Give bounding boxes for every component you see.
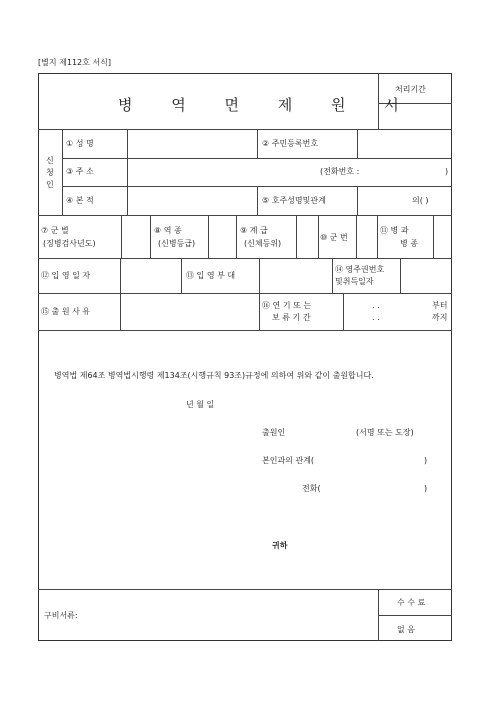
- permanent-residency-label: ⑭ 영주권번호: [335, 265, 385, 274]
- divider: [236, 215, 237, 258]
- rank-field[interactable]: [297, 216, 317, 257]
- enlist-unit-field[interactable]: [260, 259, 331, 292]
- divider: [378, 615, 452, 616]
- phone-label: 전화(: [302, 484, 321, 493]
- specialty-label-2: 병 종: [400, 239, 418, 248]
- resident-number-field[interactable]: [358, 130, 451, 157]
- deferral-from-dots: . .: [372, 301, 380, 310]
- rank-label: ⑨ 계 급: [240, 226, 268, 235]
- applicant-side-label-2: 청: [46, 168, 54, 177]
- service-type-sublabel: (신병등급): [158, 239, 196, 248]
- enlist-date-label: ⑫ 입 영 일 자: [41, 271, 91, 280]
- reason-label: ⑮ 출 원 사 유: [41, 307, 91, 316]
- rank-sublabel: (신체등위): [244, 239, 282, 248]
- deferral-from-marker: 부터: [432, 301, 448, 310]
- relation-close: ): [424, 456, 428, 465]
- signature-hint: (서명 또는 도장): [356, 428, 414, 437]
- household-relation-suffix: 의( ): [412, 196, 429, 205]
- divider: [377, 215, 378, 258]
- deferral-to-dots: . .: [372, 313, 380, 322]
- resident-number-label: ② 주민등록번호: [262, 139, 319, 148]
- service-type-label: ⑧ 역 종: [154, 226, 182, 235]
- divider: [332, 258, 333, 293]
- divider: [62, 129, 63, 215]
- address-label: ③ 주 소: [66, 167, 94, 176]
- origin-field[interactable]: [128, 187, 256, 214]
- specialty-label: ⑪ 병 과: [380, 226, 409, 235]
- legal-statement: 병역법 제64조 병역법시행령 제134조(시행규칙 93조)규정에 의하여 위와 같이 출원합니다.: [54, 371, 374, 380]
- origin-label: ④ 본 적: [66, 196, 94, 205]
- service-type-field[interactable]: [209, 216, 235, 257]
- divider: [259, 293, 260, 330]
- divider: [318, 215, 319, 258]
- applicant-side-label-1: 신: [46, 156, 54, 165]
- fee-value: 없 음: [397, 625, 415, 634]
- name-field[interactable]: [128, 130, 256, 157]
- branch-field[interactable]: [122, 216, 149, 257]
- addressee: 귀하: [272, 541, 288, 550]
- divider: [150, 215, 151, 258]
- phone-hint-close: ): [445, 167, 449, 176]
- divider: [378, 589, 379, 641]
- service-number-label: ⑩ 군 번: [320, 233, 348, 242]
- divider: [181, 258, 182, 293]
- permanent-residency-label-2: 및취득일자: [335, 277, 374, 286]
- divider: [38, 258, 452, 259]
- household-head-label: ⑤ 호주성명및관계: [262, 196, 326, 205]
- enlist-date-field[interactable]: [121, 259, 180, 292]
- branch-sublabel: (징병검사년도): [43, 239, 96, 248]
- specialty-field[interactable]: [434, 216, 451, 257]
- name-label: ① 성 명: [66, 139, 94, 148]
- applicant-side-label-3: 인: [46, 180, 54, 189]
- phone-hint: (전화번호 :: [320, 167, 360, 176]
- permanent-residency-field[interactable]: [401, 259, 451, 292]
- deferral-to-marker: 까지: [432, 313, 448, 322]
- attachments-label: 구비서류:: [44, 611, 78, 620]
- fee-label: 수 수 료: [397, 598, 426, 607]
- divider: [257, 129, 258, 158]
- phone-close: ): [424, 484, 428, 493]
- date-line: 년 월 일: [186, 400, 215, 409]
- service-number-field[interactable]: [357, 216, 376, 257]
- address-field[interactable]: [128, 159, 451, 185]
- branch-label: ⑦ 군 별: [41, 226, 69, 235]
- divider: [343, 293, 344, 330]
- relation-label: 본인과의 관계(: [262, 456, 315, 465]
- divider: [38, 589, 452, 590]
- enlist-unit-label: ⑬ 입 영 부 대: [186, 271, 236, 280]
- deferral-period-label-2: 보 류 기 간: [272, 313, 311, 322]
- divider: [38, 215, 452, 216]
- divider: [257, 186, 258, 215]
- form-number: [별지 제112호 서식]: [38, 58, 111, 67]
- divider: [38, 330, 452, 331]
- reason-field[interactable]: [121, 294, 258, 329]
- applicant-sign-label: 출원인: [262, 428, 286, 437]
- processing-period-label: 처리기간: [395, 85, 426, 94]
- divider: [357, 186, 358, 215]
- form-title: 병 역 면 제 원 서: [118, 96, 416, 114]
- deferral-period-label: ⑯ 연 기 또 는: [262, 301, 312, 310]
